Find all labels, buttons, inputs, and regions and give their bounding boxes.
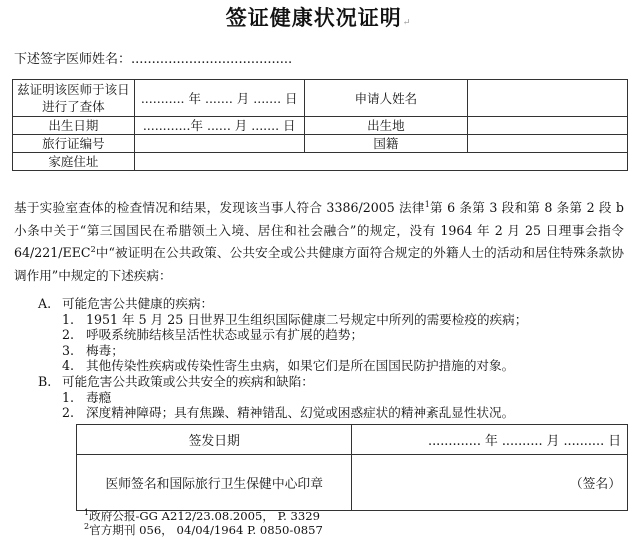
footnote-ref-2: 2 bbox=[90, 244, 96, 254]
issue-date-label: 签发日期 bbox=[77, 425, 352, 455]
birth-date-label: 出生日期 bbox=[13, 117, 135, 135]
list-item-num: 1. bbox=[62, 312, 75, 327]
list-item: 呼吸系统肺结核呈活性状态或显示有扩展的趋势； bbox=[86, 327, 364, 342]
applicant-name-label: 申请人姓名 bbox=[304, 80, 468, 117]
list-item: 其他传染性疾病或传染性寄生虫病，如果它们是所在国国民防护措施的对象。 bbox=[86, 358, 515, 373]
list-item: 梅毒； bbox=[86, 343, 124, 358]
section-a-marker: A. bbox=[38, 296, 52, 311]
applicant-info-table bbox=[12, 79, 628, 171]
list-item-num: 4. bbox=[62, 358, 75, 373]
list-item-num: 3. bbox=[62, 343, 75, 358]
footnote-2: $^2$官方期刊 056， 04/04/1964 P. 0850-0857 bbox=[84, 522, 323, 537]
exam-label: 兹证明该医师于该日进行了查体 bbox=[13, 80, 135, 117]
list-item-num: 1. bbox=[62, 390, 75, 405]
list-item-num: 2. bbox=[62, 327, 75, 342]
issue-signature-table bbox=[76, 424, 628, 511]
issue-date-field[interactable]: ............. 年 .......... 月 .......... 日 bbox=[352, 425, 628, 455]
section-b-heading: 可能危害公共政策或公共安全的疾病和缺陷： bbox=[62, 374, 314, 389]
passport-number-label: 旅行证编号 bbox=[13, 135, 135, 153]
list-item-num: 2. bbox=[62, 405, 75, 420]
home-address-field[interactable] bbox=[134, 153, 627, 171]
birthplace-field[interactable] bbox=[468, 117, 628, 135]
passport-number-field[interactable] bbox=[134, 135, 304, 153]
footnote-1: $^1$政府公报-GG A212/23.08.2005， P. 3329 bbox=[84, 508, 320, 523]
list-item: 毒瘾 bbox=[86, 390, 112, 405]
birthplace-label: 出生地 bbox=[304, 117, 468, 135]
exam-date-field[interactable]: ........... 年 ....... 月 ....... 日 bbox=[134, 80, 304, 117]
birth-date-field[interactable]: ............年 ...... 月 ....... 日 bbox=[134, 117, 304, 135]
list-item: 1951 年 5 月 25 日世界卫生组织国际健康二号规定中所列的需要检疫的疾病； bbox=[86, 312, 528, 327]
list-item: 深度精神障碍；具有焦躁、精神错乱、幻觉或困惑症状的精神紊乱显性状况。 bbox=[86, 405, 515, 420]
section-b-marker: B. bbox=[38, 374, 52, 389]
section-a-heading: 可能危害公共健康的疾病： bbox=[62, 296, 214, 311]
applicant-name-field[interactable] bbox=[468, 80, 628, 117]
legal-basis-paragraph: 基于实验室查体的检查情况和结果，发现该当事人符合 3386/2005 法律$^1$第 6 条第 3 段和第 8 条第 2 段 b 小条中关于“第三国国民在希腊领土入境、居住和社会融合”的规定，没有 1964 年 2 月 25 日理事会指令 64/221/EEC$^2$中“被证明在公共政策、公共安全或公共健康方面符合规定的外籍人士的活动和居住特殊条款协调作用”中规定的下述疾病： bbox=[14, 199, 624, 283]
signature-field[interactable]: （签名） bbox=[352, 455, 628, 511]
footnote-ref-1: 1 bbox=[424, 199, 430, 209]
nationality-field[interactable] bbox=[468, 135, 628, 153]
page-title: 签证健康状况证明↵ bbox=[225, 5, 412, 30]
signature-label: 医师签名和国际旅行卫生保健中心印章 bbox=[77, 455, 352, 511]
doctor-name-line: 下述签字医师姓名：....................................... bbox=[14, 52, 293, 67]
home-address-label: 家庭住址 bbox=[13, 153, 135, 171]
nationality-label: 国籍 bbox=[304, 135, 468, 153]
